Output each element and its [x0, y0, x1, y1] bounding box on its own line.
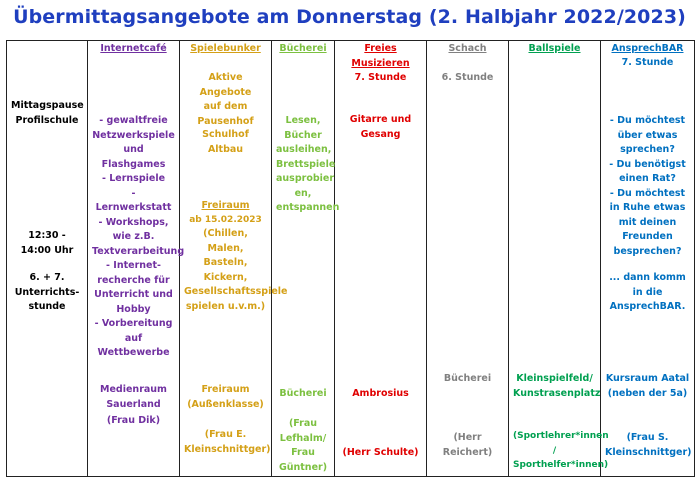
buecherei-room: Bücherei — [279, 388, 327, 399]
header-internetcafe: Internetcafé — [100, 43, 167, 54]
schach-room: Bücherei — [443, 373, 492, 384]
header-spielebunker: Spielebunker — [190, 43, 261, 54]
lunch-break-label: Mittagspause Profilschule — [11, 100, 84, 126]
musizieren-room: Ambrosius — [352, 388, 409, 399]
header-ballspiele: Ballspiele — [528, 43, 581, 54]
header-schach: Schach — [448, 43, 487, 54]
internetcafe-room: Medienraum Sauerland — [100, 384, 167, 410]
schach-teacher: (Herr Reichert) — [442, 432, 493, 458]
spielebunker-place: Schulhof Altbau — [202, 129, 249, 155]
musizieren-teacher: (Herr Schulte) — [342, 447, 419, 458]
column-ansprechbar — [601, 41, 695, 477]
musizieren-time: 7. Stunde — [354, 72, 407, 83]
buecherei-teacher: (Frau Lefhalm/ Frau Güntner) — [278, 418, 328, 473]
spielebunker-description: Aktive Angebote auf dem Pausenhof — [197, 72, 254, 127]
time-column — [7, 41, 88, 477]
header-ansprechbar: AnsprechBAR — [611, 43, 684, 54]
time-range: 12:30 - 14:00 Uhr — [20, 230, 74, 256]
freiraum-header: Freiraum — [201, 200, 250, 211]
column-internetcafe — [88, 41, 185, 477]
lesson-label: 6. + 7. Unterrichts- stunde — [14, 272, 80, 312]
ansprechbar-description: - Du möchtest über etwas sprechen? - Du benötigst einen Rat? - Du möchtest in Ruhe etwas mit deinen Freunden besprechen? — [609, 115, 686, 257]
internetcafe-teacher: (Frau Dik) — [106, 415, 161, 426]
header-musizieren: Freies Musizieren — [351, 43, 410, 69]
schedule-table — [6, 40, 695, 477]
column-ballspiele — [509, 41, 609, 477]
internetcafe-description: - gewaltfreie Netzwerkspiele und Flashgames - Lernspiele - Lernwerkstatt - Workshops, wie z.B. Textverarbeitung - Internet- recherche für Unterricht und Hobby - Vorbereitung auf Wettbewerbe — [92, 115, 185, 358]
freiraum-description: (Chillen, Malen, Basteln, Kickern, Gesellschaftsspiele spielen u.v.m.) — [184, 228, 288, 312]
column-buecherei — [272, 41, 340, 477]
column-musizieren — [335, 41, 427, 477]
column-spielebunker — [180, 41, 288, 477]
ansprechbar-invite: ... dann komm in die AnsprechBAR. — [609, 272, 686, 312]
spielebunker-room: Freiraum (Außenklasse) — [187, 384, 264, 410]
schach-time: 6. Stunde — [441, 72, 494, 83]
ballspiele-room: Kleinspielfeld/ Kunstrasenplatz — [513, 373, 601, 399]
buecherei-description: Lesen, Bücher ausleihen, Brettspiele ausprobier en, entspannen — [276, 115, 340, 213]
spielebunker-teacher: (Frau E. Kleinschnittger) — [184, 429, 271, 455]
ansprechbar-time: 7. Stunde — [621, 57, 674, 68]
freiraum-date: ab 15.02.2023 — [189, 215, 262, 225]
header-buecherei: Bücherei — [279, 43, 327, 54]
musizieren-description: Gitarre und Gesang — [349, 114, 412, 140]
ansprechbar-room: Kursraum Aatal (neben der 5a) — [605, 373, 690, 399]
ansprechbar-teacher: (Frau S. Kleinschnittger) — [605, 432, 692, 458]
ballspiele-teacher: (Sportlehrer*innen / Sporthelfer*innen) — [513, 431, 609, 470]
page-title: Übermittagsangebote am Donnerstag (2. Halbjahr 2022/2023) — [13, 6, 686, 28]
column-schach — [427, 41, 509, 477]
